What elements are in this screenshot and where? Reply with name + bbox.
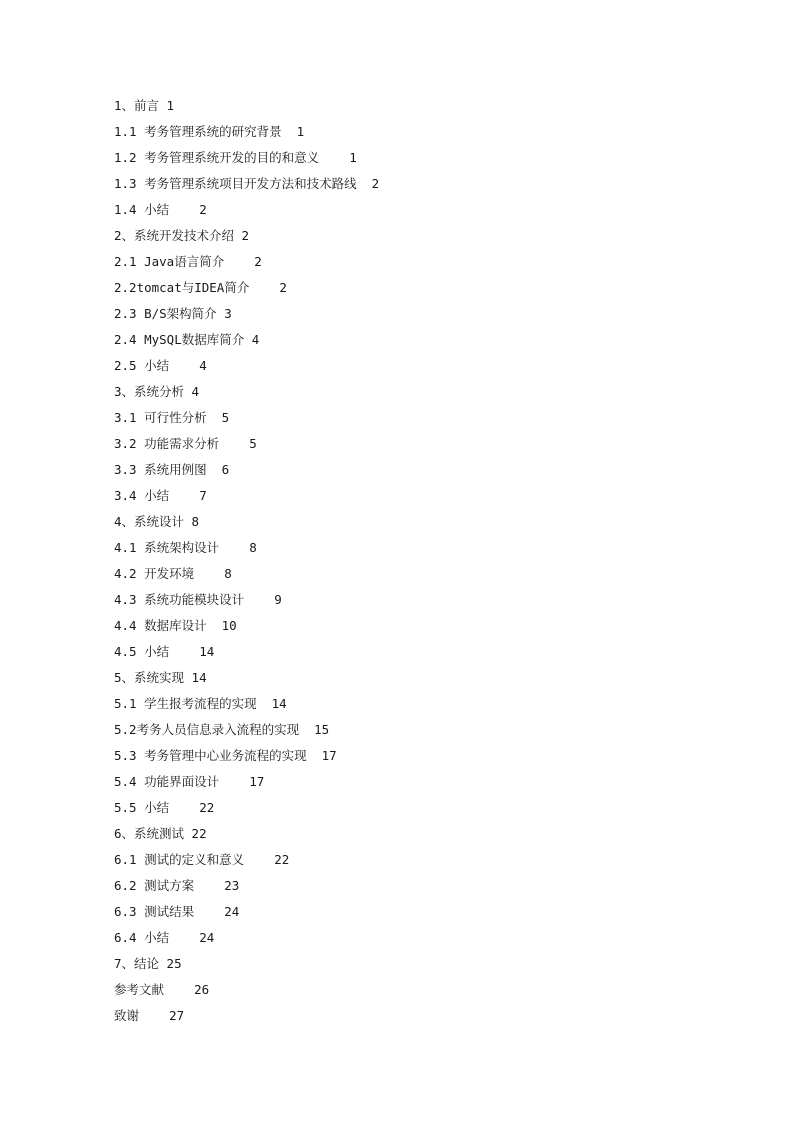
toc-entry-5-2: 5.2考务人员信息录入流程的实现 15 [114,722,330,737]
toc-entry-1-4: 1.4 小结 2 [114,202,207,217]
toc-entry-4: 4、系统设计 8 [114,514,200,529]
toc-entry-7: 7、结论 25 [114,956,182,971]
toc-entry-acknowledgements: 致谢 27 [114,1008,185,1023]
toc-entry-2-1: 2.1 Java语言简介 2 [114,254,262,269]
toc-entry-2-5: 2.5 小结 4 [114,358,207,373]
toc-entry-1-1: 1.1 考务管理系统的研究背景 1 [114,124,305,139]
toc-entry-4-5: 4.5 小结 14 [114,644,215,659]
toc-entry-references: 参考文献 26 [114,982,210,997]
toc-entry-4-4: 4.4 数据库设计 10 [114,618,237,633]
toc-entry-3-4: 3.4 小结 7 [114,488,207,503]
toc-entry-2-3: 2.3 B/S架构简介 3 [114,306,232,321]
toc-entry-2-2: 2.2tomcat与IDEA简介 2 [114,280,287,295]
toc-entry-5-5: 5.5 小结 22 [114,800,215,815]
table-of-contents [114,93,734,1029]
toc-entry-3-2: 3.2 功能需求分析 5 [114,436,257,451]
toc-entry-4-2: 4.2 开发环境 8 [114,566,232,581]
toc-entry-1-3: 1.3 考务管理系统项目开发方法和技术路线 2 [114,176,380,191]
toc-entry-6-4: 6.4 小结 24 [114,930,215,945]
toc-entry-5-3: 5.3 考务管理中心业务流程的实现 17 [114,748,337,763]
toc-entry-6-1: 6.1 测试的定义和意义 22 [114,852,290,867]
toc-entry-6-3: 6.3 测试结果 24 [114,904,240,919]
toc-entry-1: 1、前言 1 [114,98,175,113]
toc-entry-5-1: 5.1 学生报考流程的实现 14 [114,696,287,711]
toc-entry-3-1: 3.1 可行性分析 5 [114,410,230,425]
toc-entry-3-3: 3.3 系统用例图 6 [114,462,230,477]
toc-entry-5-4: 5.4 功能界面设计 17 [114,774,265,789]
toc-entry-4-3: 4.3 系统功能模块设计 9 [114,592,282,607]
toc-entry-5: 5、系统实现 14 [114,670,207,685]
toc-entry-1-2: 1.2 考务管理系统开发的目的和意义 1 [114,150,357,165]
toc-entry-2: 2、系统开发技术介绍 2 [114,228,250,243]
toc-entry-6-2: 6.2 测试方案 23 [114,878,240,893]
toc-entry-6: 6、系统测试 22 [114,826,207,841]
toc-entry-4-1: 4.1 系统架构设计 8 [114,540,257,555]
toc-entry-2-4: 2.4 MySQL数据库简介 4 [114,332,260,347]
toc-entry-3: 3、系统分析 4 [114,384,200,399]
